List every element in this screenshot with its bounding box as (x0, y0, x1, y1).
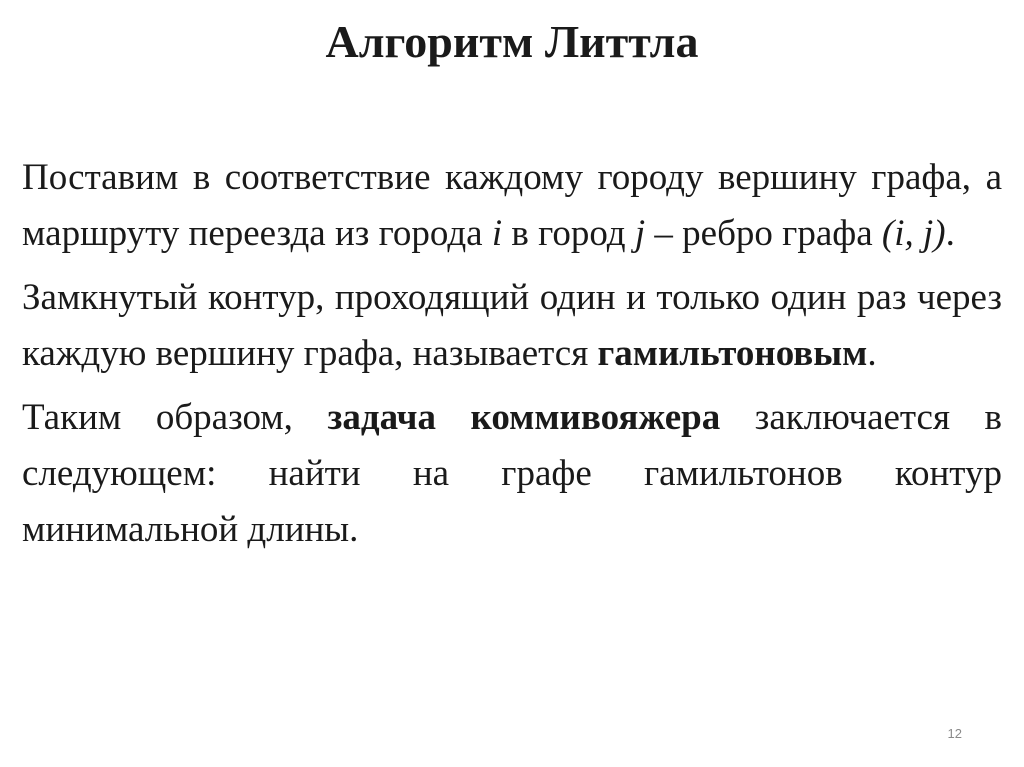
text-segment: . (945, 213, 955, 254)
text-segment: заключается в следующем: найти на графе гамильтонов контур минимальной длины. (22, 397, 1003, 550)
text-segment: . (867, 333, 877, 374)
paragraph-hamiltonian-definition (22, 270, 1002, 382)
slide-content (22, 150, 1002, 566)
text-segment: Замкнутый контур, проходящий один и только один раз через каждую вершину графа, называется (22, 277, 1002, 374)
text-segment-italic: (i, j) (881, 213, 946, 254)
text-segment: – ребро графа (645, 213, 882, 254)
page-number: 12 (947, 726, 962, 741)
text-segment-bold: гамильтоновым (597, 333, 868, 374)
slide-title: Алгоритм Литтла (325, 16, 699, 67)
text-segment-italic: i (491, 213, 503, 254)
text-segment-italic: j (634, 213, 646, 254)
text-segment: Поставим в соответствие каждому городу вершину графа, а маршруту переезда из города (22, 157, 1002, 254)
paragraph-tsp-statement (22, 390, 1002, 558)
paragraph-graph-definition (22, 150, 1002, 262)
text-segment: в город (502, 213, 635, 254)
text-segment-bold: задача коммивояжера (327, 397, 721, 438)
text-segment: Таким образом, (22, 397, 328, 438)
